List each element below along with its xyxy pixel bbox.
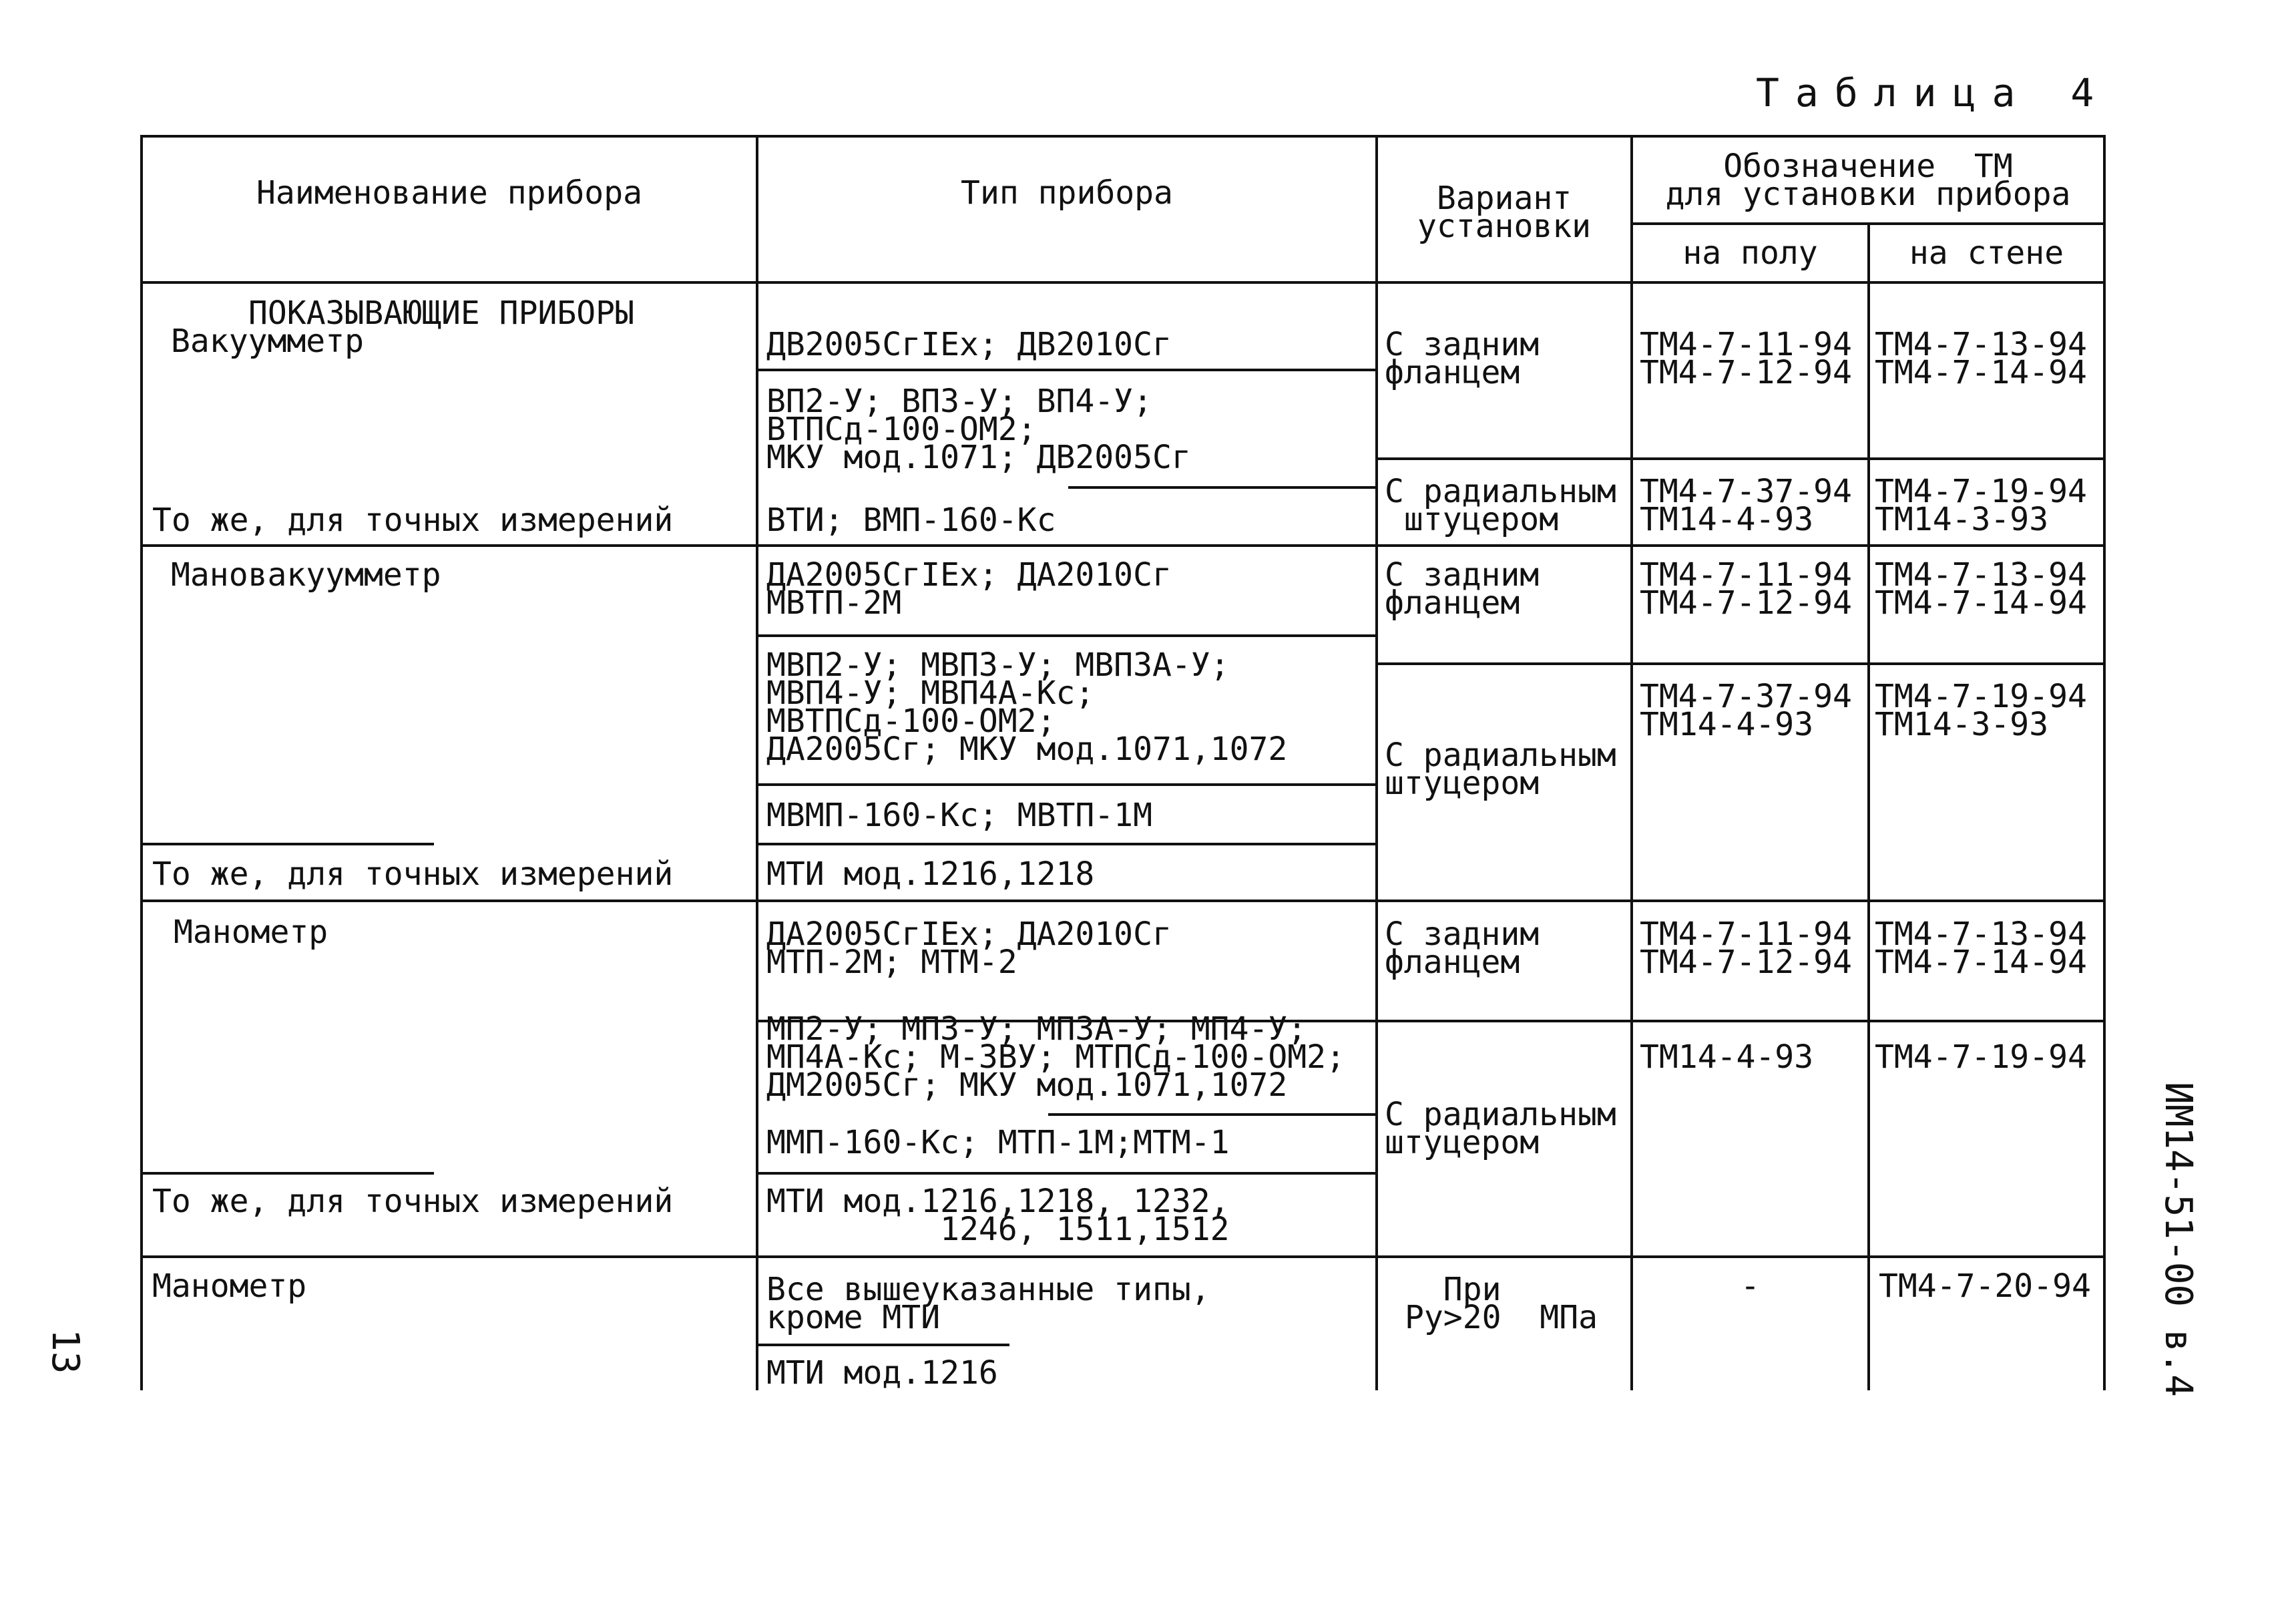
- s3-wall-2: ТМ4-7-19-94: [1875, 1038, 2087, 1076]
- s3-variant-1: С задним фланцем: [1385, 916, 1540, 981]
- section-divider-2: [140, 899, 2104, 902]
- s3-precise-label: То же, для точных измерений: [152, 1183, 674, 1220]
- s2-type-4: МТИ мод.1216,1218: [766, 855, 1095, 893]
- header-tm-designation: Обозначение ТМ для установки прибора: [1665, 148, 2071, 213]
- s3-type-2: МП2-У; МП3-У; МП3А-У; МП4-У; МП4А-Кс; М-3ВУ; МТПСд-100-ОМ2; ДМ2005Сг; МКУ мод.1071,1072: [766, 1010, 1345, 1104]
- table-top-border: [140, 135, 2104, 138]
- col-border-2: [1375, 135, 1378, 1390]
- s3-type-divider-2: [1048, 1113, 1375, 1116]
- s2-type-divider-1: [756, 634, 1375, 637]
- table-caption: Таблица 4: [1756, 70, 2110, 116]
- s1-type-1: ДВ2005СгIEx; ДВ2010Сг: [766, 326, 1172, 363]
- header-bottom-border: [140, 281, 2104, 284]
- s2-wall-2: ТМ4-7-19-94 ТМ14-3-93: [1875, 678, 2087, 743]
- s4-type-2: МТИ мод.1216: [766, 1354, 998, 1392]
- document-code: ИМ14-51-00 в.4: [2156, 1082, 2200, 1398]
- s2-variant-2: С радиальным штуцером: [1385, 737, 1616, 802]
- header-device-name: Наименование прибора: [256, 174, 642, 212]
- s2-floor-1: ТМ4-7-11-94 ТМ4-7-12-94: [1640, 556, 1852, 622]
- col-border-right: [2103, 135, 2106, 1390]
- s1-precise-label: То же, для точных измерений: [152, 502, 674, 539]
- section-divider-3: [140, 1255, 2104, 1258]
- s4-wall-1: ТМ4-7-20-94: [1879, 1267, 2091, 1305]
- s3-type-3: ММП-160-Кс; МТП-1М;МТМ-1: [766, 1124, 1230, 1161]
- s4-variant-1: При Ру>20 МПа: [1405, 1271, 1598, 1336]
- page-number: 13: [43, 1329, 87, 1374]
- header-install-variant: Вариант установки: [1417, 180, 1592, 245]
- s2-device-name: Мановакуумметр: [171, 556, 441, 594]
- s4-type-divider: [756, 1344, 1009, 1346]
- s3-floor-1: ТМ4-7-11-94 ТМ4-7-12-94: [1640, 916, 1852, 981]
- s2-type-divider-3: [756, 843, 1375, 845]
- col-border-1: [756, 135, 758, 1390]
- s1-variant-divider: [1375, 457, 2104, 460]
- section-divider-1: [140, 544, 2104, 547]
- s1-device-name: Вакуумметр: [171, 323, 364, 360]
- s3-type-4: МТИ мод.1216,1218, 1232, 1246, 1511,1512: [766, 1183, 1230, 1248]
- s4-device-name: Манометр: [152, 1267, 307, 1305]
- s1-section-title: ПОКАЗЫВАЮЩИЕ ПРИБОРЫ: [248, 294, 634, 332]
- s1-floor-2: ТМ4-7-37-94 ТМ14-4-93: [1640, 473, 1852, 538]
- s1-variant-1: С задним фланцем: [1385, 326, 1540, 391]
- s2-type-divider-2: [756, 783, 1375, 786]
- s1-wall-1: ТМ4-7-13-94 ТМ4-7-14-94: [1875, 326, 2087, 391]
- s1-variant-2: С радиальным штуцером: [1385, 473, 1616, 538]
- s1-type-2: ВП2-У; ВП3-У; ВП4-У; ВТПСд-100-ОМ2; МКУ мод.1071; ДВ2005Сг: [766, 383, 1191, 476]
- s1-floor-1: ТМ4-7-11-94 ТМ4-7-12-94: [1640, 326, 1852, 391]
- s1-wall-2: ТМ4-7-19-94 ТМ14-3-93: [1875, 473, 2087, 538]
- s2-type-1: ДА2005СгIEx; ДА2010Сг МВТП-2М: [766, 556, 1172, 622]
- col-border-4: [1867, 222, 1870, 1390]
- s2-type-2: МВП2-У; МВП3-У; МВП3А-У; МВП4-У; МВП4А-Кс; МВТПСд-100-ОМ2; ДА2005Сг; МКУ мод.1071,1072: [766, 646, 1288, 768]
- s3-wall-1: ТМ4-7-13-94 ТМ4-7-14-94: [1875, 916, 2087, 981]
- header-device-type: Тип прибора: [961, 174, 1173, 212]
- s3-variant-divider: [1375, 1020, 2104, 1022]
- s4-floor-1: -: [1741, 1267, 1760, 1305]
- col-border-left: [140, 135, 143, 1390]
- header-on-wall: на стене: [1909, 234, 2064, 272]
- s2-wall-1: ТМ4-7-13-94 ТМ4-7-14-94: [1875, 556, 2087, 622]
- s2-type-3: МВМП-160-Кс; МВТП-1М: [766, 797, 1152, 834]
- s3-type-1: ДА2005СгIEx; ДА2010Сг МТП-2М; МТМ-2: [766, 916, 1172, 981]
- s1-type-divider-2: [1068, 486, 1375, 489]
- s2-variant-divider: [1375, 662, 2104, 665]
- s2-precise-label: То же, для точных измерений: [152, 855, 674, 893]
- s4-type-1: Все вышеуказанные типы, кроме МТИ: [766, 1271, 1210, 1336]
- col-border-3: [1630, 135, 1633, 1390]
- header-on-floor: на полу: [1682, 234, 1818, 272]
- s1-type-divider-1: [756, 369, 1375, 371]
- s2-floor-2: ТМ4-7-37-94 ТМ14-4-93: [1640, 678, 1852, 743]
- s2-variant-1: С задним фланцем: [1385, 556, 1540, 622]
- s3-variant-2: С радиальным штуцером: [1385, 1096, 1616, 1161]
- s3-device-name: Манометр: [174, 914, 328, 951]
- s3-floor-2: ТМ14-4-93: [1640, 1038, 1814, 1076]
- s3-name-divider: [140, 1172, 434, 1175]
- s3-type-divider-3: [756, 1172, 1375, 1175]
- s1-type-3: ВТИ; ВМП-160-Кс: [766, 502, 1056, 539]
- s2-name-divider: [140, 843, 434, 845]
